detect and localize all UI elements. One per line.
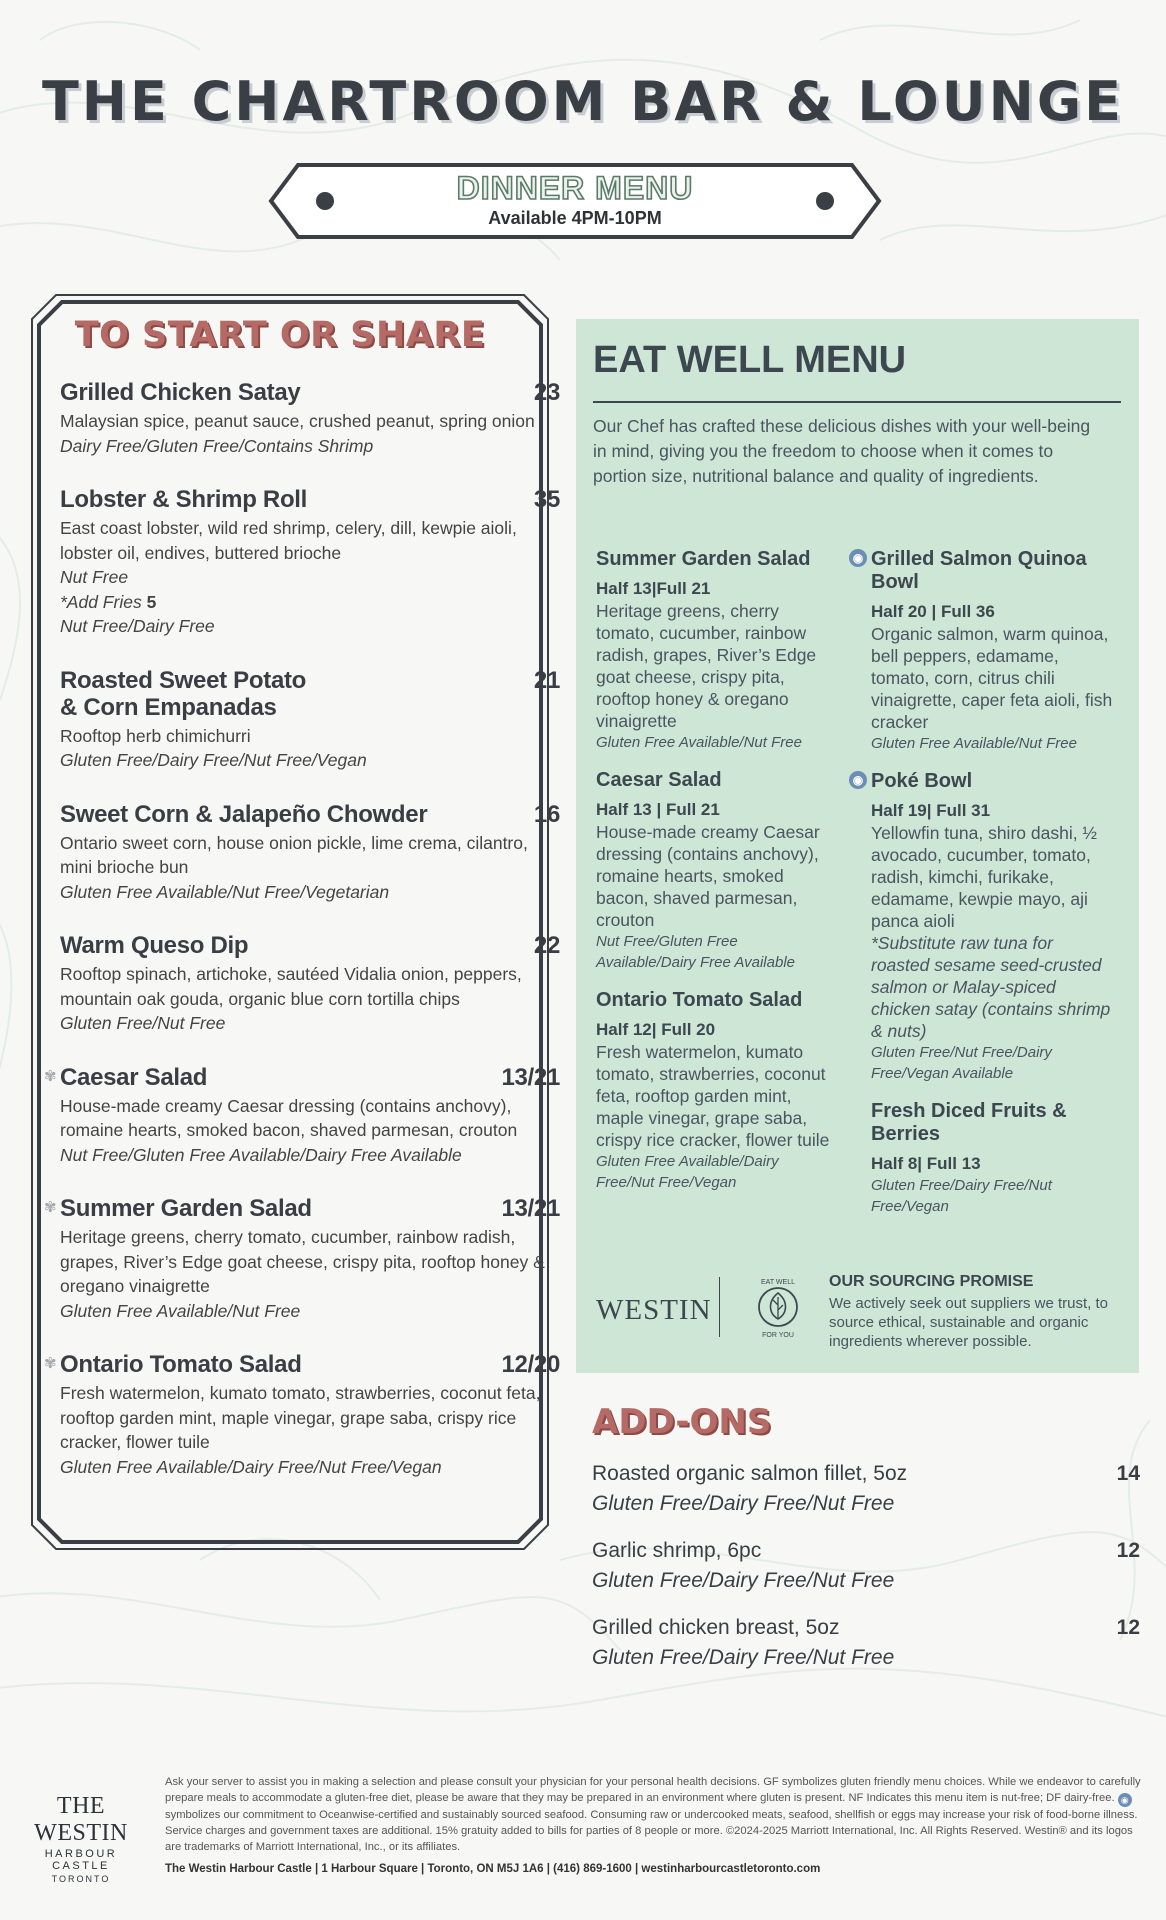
menu-item-dietary-note: Nut Free bbox=[60, 567, 129, 587]
menu-item bbox=[60, 667, 560, 773]
menu-item-dietary-note: Gluten Free/Dairy Free/Nut Free/Vegan bbox=[60, 750, 367, 770]
menu-item-dietary-note: Dairy Free/Gluten Free/Contains Shrimp bbox=[60, 435, 374, 456]
disclaimer-text bbox=[165, 1774, 1141, 1855]
menu-item-description: Fresh watermelon, kumato tomato, strawberries, coconut feta, rooftop garden mint, maple vinegar, grape saba, crispy rice cracker, flower tuile bbox=[60, 1383, 541, 1452]
addon-name: Garlic shrimp, 6pc bbox=[592, 1539, 762, 1562]
disclaimer-part-b: symbolizes our commitment to Oceanwise-certified and sustainably sourced seafood. Consuming raw or undercooked meats, seafood, shellfish or eggs may increase your risk of food-borne illness. Service charges and government taxes are additional. 15% gratuity added to bills for parties of 8 people or more. ©2024-2025 Marriott International, Inc. All Rights Reserved. Westin® and its logos are trademarks of Marriott International, Inc., or its affiliates. bbox=[165, 1809, 1138, 1853]
eat-well-item bbox=[871, 1100, 1116, 1217]
menu-item-dietary-note: Gluten Free Available/Nut Free bbox=[60, 1300, 301, 1321]
addon-item bbox=[592, 1614, 1140, 1675]
menu-item-name: Summer Garden Salad bbox=[60, 1195, 312, 1222]
eat-well-item-dietary-note: Gluten Free Available/Dairy Free/Nut Free/Vegan bbox=[596, 1153, 779, 1191]
menu-item bbox=[60, 379, 560, 458]
menu-item-header bbox=[60, 1195, 560, 1222]
westin-harbour-castle-logo bbox=[16, 1793, 146, 1884]
menu-availability: Available 4PM-10PM bbox=[488, 208, 662, 228]
eat-well-footer bbox=[576, 1259, 1139, 1359]
badge-bottom-text: FOR YOU bbox=[762, 1332, 794, 1339]
oceanwise-icon: ◉ bbox=[849, 771, 867, 789]
eat-well-item-price: Half 13 | Full 21 bbox=[596, 800, 720, 819]
menu-name: DINNER MENU bbox=[456, 170, 694, 206]
menu-item-header bbox=[60, 667, 560, 721]
menu-item-price: 16 bbox=[533, 800, 560, 828]
gluten-friendly-icon: ✾ bbox=[44, 1067, 57, 1085]
eat-well-item-dietary-note: Gluten Free Available/Nut Free bbox=[871, 735, 1077, 752]
menu-item-price: 22 bbox=[533, 932, 560, 959]
addon-row bbox=[592, 1460, 1140, 1487]
addon-dietary-note: Gluten Free/Dairy Free/Nut Free bbox=[592, 1569, 895, 1592]
eat-well-item bbox=[596, 548, 841, 753]
addons-list bbox=[592, 1460, 1140, 1691]
sourcing-promise-title: OUR SOURCING PROMISE bbox=[829, 1273, 1034, 1290]
badge-top-text: EAT WELL bbox=[761, 1279, 795, 1286]
eat-well-rule bbox=[593, 401, 1121, 403]
eat-well-item bbox=[596, 989, 841, 1193]
eat-well-item-title: Caesar Salad bbox=[596, 769, 722, 791]
eat-well-item-description: House-made creamy Caesar dressing (contains anchovy), romaine hearts, smoked bacon, shaved parmesan, crouton bbox=[596, 822, 820, 930]
menu-item-description: Heritage greens, cherry tomato, cucumber, rainbow radish, grapes, River’s Edge goat cheese, crispy pita, rooftop honey & oregano vinaigrette bbox=[60, 1227, 545, 1296]
eat-well-item-title: Summer Garden Salad bbox=[596, 548, 811, 570]
menu-item-price: 13/21 bbox=[501, 1195, 560, 1222]
gluten-friendly-icon: ✾ bbox=[44, 1355, 57, 1372]
eat-well-item-price: Half 20 | Full 36 bbox=[871, 602, 995, 621]
eat-well-item-description: Fresh watermelon, kumato tomato, strawberries, coconut feta, rooftop garden mint, maple vinegar, grape saba, crispy rice cracker, flower tuile bbox=[596, 1042, 830, 1150]
eat-well-item-price: Half 13|Full 21 bbox=[596, 579, 711, 598]
menu-item-price: 12/20 bbox=[501, 1351, 560, 1378]
menu-item-price: 21 bbox=[533, 666, 560, 694]
add-fries-price: 5 bbox=[146, 591, 157, 612]
menu-item-description: East coast lobster, wild red shrimp, celery, dill, kewpie aioli, lobster oil, endives, buttered brioche bbox=[60, 518, 517, 563]
menu-item bbox=[60, 932, 560, 1036]
menu-item-name: Lobster & Shrimp Roll bbox=[60, 486, 308, 513]
gluten-friendly-icon: ✾ bbox=[44, 1199, 57, 1216]
addon-dietary-note: Gluten Free/Dairy Free/Nut Free bbox=[592, 1646, 895, 1669]
menu-item-description: Ontario sweet corn, house onion pickle, lime crema, cilantro, mini brioche bun bbox=[60, 832, 528, 877]
eat-well-item-price: Half 19| Full 31 bbox=[871, 801, 991, 820]
sourcing-promise-text: We actively seek out suppliers we trust, to source ethical, sustainable and organic ingredients wherever possible. bbox=[829, 1295, 1109, 1350]
addon-dietary-note: Gluten Free/Dairy Free/Nut Free bbox=[592, 1492, 895, 1515]
oceanwise-icon: ◉ bbox=[849, 549, 867, 567]
menu-item bbox=[60, 486, 560, 639]
eat-well-item-substitution: *Substitute raw tuna for roasted sesame seed-crusted salmon or Malay-spiced chicken satay (contains shrimp & nuts) bbox=[871, 933, 1111, 1041]
menu-item bbox=[60, 801, 560, 905]
eat-well-item-price: Half 8| Full 13 bbox=[871, 1154, 981, 1173]
menu-item-name: Caesar Salad bbox=[60, 1063, 208, 1091]
footer-divider bbox=[719, 1277, 720, 1337]
menu-item-dietary-note: Nut Free/Gluten Free Available/Dairy Free Available bbox=[60, 1144, 462, 1165]
westin-logo: WESTIN bbox=[596, 1294, 712, 1326]
start-or-share-panel bbox=[30, 293, 560, 1551]
eat-well-item-price: Half 12| Full 20 bbox=[596, 1020, 716, 1039]
eat-well-left-column bbox=[596, 548, 841, 1209]
menu-item-header bbox=[60, 932, 560, 959]
section-title-addons: ADD-ONS bbox=[592, 1402, 772, 1442]
logo-line-2: HARBOUR CASTLE bbox=[44, 1848, 118, 1872]
eat-well-item-description: Organic salmon, warm quinoa, bell peppers, edamame, tomato, corn, citrus chili vinaigrette, caper feta aioli, fish cracker bbox=[871, 624, 1113, 732]
eat-well-intro: Our Chef has crafted these delicious dishes with your well-being in mind, giving you the freedom to choose when it comes to portion size, nutritional balance and quality of ingredients. bbox=[593, 416, 1091, 486]
addon-name: Grilled chicken breast, 5oz bbox=[592, 1616, 840, 1639]
eat-well-item-title: Grilled Salmon Quinoa Bowl bbox=[871, 548, 1087, 593]
eat-well-item-name bbox=[871, 1100, 1116, 1146]
menu-item-dietary-note: Gluten Free/Nut Free bbox=[60, 1013, 226, 1033]
eat-well-item-title: Poké Bowl bbox=[871, 770, 973, 792]
addon-price: 12 bbox=[1116, 1616, 1140, 1639]
addon-item bbox=[592, 1537, 1140, 1598]
menu-item-name: Sweet Corn & Jalapeño Chowder bbox=[60, 800, 428, 828]
addon-row bbox=[592, 1614, 1140, 1641]
eat-well-item-name bbox=[852, 548, 1116, 594]
menu-item bbox=[44, 1063, 560, 1168]
eat-well-item-name bbox=[596, 989, 841, 1012]
menu-item-name: Warm Queso Dip bbox=[60, 932, 249, 959]
addon-price: 14 bbox=[1116, 1462, 1140, 1485]
disclaimer-part-a: Ask your server to assist you in making a selection and please consult your physician for your personal health decisions. GF symbolizes gluten friendly menu choices. While we endeavor to carefully prepare meals to accommodate a gluten-free diet, please be aware that they may be prepared in an environment where gluten is present. NF Indicates this menu item is nut-free; DF dairy-free. bbox=[165, 1776, 1141, 1804]
eat-well-item bbox=[596, 769, 841, 973]
eat-well-item-name bbox=[596, 548, 841, 571]
eat-well-item bbox=[852, 548, 1116, 754]
menu-item-header bbox=[60, 379, 560, 406]
menu-item-header bbox=[60, 801, 560, 828]
eat-well-item-description: Yellowfin tuna, shiro dashi, ½ avocado, cucumber, tomato, radish, kimchi, furikake, edamame, kewpie mayo, aji panca aioli bbox=[871, 823, 1098, 931]
eat-well-item-dietary-note: Gluten Free/Nut Free/Dairy Free/Vegan Available bbox=[871, 1044, 1052, 1082]
menu-item-description: Rooftop spinach, artichoke, sautéed Vidalia onion, peppers, mountain oak gouda, organic blue corn tortilla chips bbox=[60, 964, 522, 1009]
menu-item-dietary-note: Gluten Free Available/Nut Free/Vegetarian bbox=[60, 881, 390, 902]
addon-price: 12 bbox=[1116, 1539, 1140, 1562]
address-line: The Westin Harbour Castle | 1 Harbour Square | Toronto, ON M5J 1A6 | (416) 869-1600 | westinharbourcastletoronto.com bbox=[165, 1863, 821, 1875]
eat-well-title: EAT WELL MENU bbox=[593, 339, 907, 381]
menu-item-dietary-note: Nut Free/Dairy Free bbox=[60, 616, 215, 636]
eat-well-item-title: Fresh Diced Fruits & Berries bbox=[871, 1100, 1067, 1145]
restaurant-title: THE CHARTROOM BAR & LOUNGE bbox=[41, 70, 1125, 133]
eat-well-item-name bbox=[852, 770, 1116, 793]
oceanwise-icon: ◉ bbox=[1118, 1793, 1132, 1807]
menu-item-dietary-note: *Add Fries 5 bbox=[60, 591, 157, 612]
eat-well-item-description: Heritage greens, cherry tomato, cucumber, rainbow radish, grapes, River’s Edge goat cheese, crispy pita, rooftop honey & oregano vinaigrette bbox=[596, 601, 817, 731]
menu-item-description: Rooftop herb chimichurri bbox=[60, 725, 251, 746]
eat-well-for-you-badge bbox=[746, 1275, 810, 1339]
menu-item-price: 23 bbox=[533, 379, 560, 406]
menu-item-name: Ontario Tomato Salad bbox=[60, 1351, 302, 1378]
menu-item bbox=[44, 1351, 560, 1479]
menu-item-name: Grilled Chicken Satay bbox=[60, 379, 301, 406]
menu-item-price: 35 bbox=[533, 486, 560, 513]
eat-well-item-dietary-note: Nut Free/Gluten Free Available/Dairy Free Available bbox=[596, 933, 795, 971]
addon-name: Roasted organic salmon fillet, 5oz bbox=[592, 1462, 908, 1485]
logo-line-1: THE WESTIN bbox=[34, 1793, 128, 1846]
menu-item-price: 13/21 bbox=[501, 1063, 560, 1091]
eat-well-item-name bbox=[596, 769, 841, 792]
eat-well-item-dietary-note: Gluten Free/Dairy Free/Nut Free/Vegan bbox=[871, 1177, 1052, 1215]
menu-item-dietary-note: Gluten Free Available/Dairy Free/Nut Free/Vegan bbox=[60, 1456, 442, 1477]
addon-item bbox=[592, 1460, 1140, 1521]
section-title-start: TO START OR SHARE bbox=[74, 315, 486, 355]
eat-well-item-title: Ontario Tomato Salad bbox=[596, 989, 803, 1011]
menu-item bbox=[44, 1195, 560, 1323]
menu-item-header bbox=[60, 1064, 560, 1091]
eat-well-panel bbox=[576, 319, 1139, 1373]
eat-well-item-dietary-note: Gluten Free Available/Nut Free bbox=[596, 734, 802, 751]
menu-item-description: House-made creamy Caesar dressing (contains anchovy), romaine hearts, smoked bacon, shaved parmesan, crouton bbox=[60, 1095, 518, 1140]
menu-item-header bbox=[60, 486, 560, 513]
eat-well-item bbox=[852, 770, 1116, 1084]
menu-item-name: Roasted Sweet Potato & Corn Empanadas bbox=[60, 666, 307, 721]
dinner-menu-banner bbox=[268, 162, 882, 240]
start-items-list bbox=[44, 379, 560, 1479]
logo-line-3: TORONTO bbox=[51, 1874, 111, 1884]
addon-row bbox=[592, 1537, 1140, 1564]
menu-item-header bbox=[60, 1351, 560, 1378]
menu-item-description: Malaysian spice, peanut sauce, crushed peanut, spring onion bbox=[60, 411, 535, 431]
eat-well-right-column bbox=[852, 548, 1116, 1233]
